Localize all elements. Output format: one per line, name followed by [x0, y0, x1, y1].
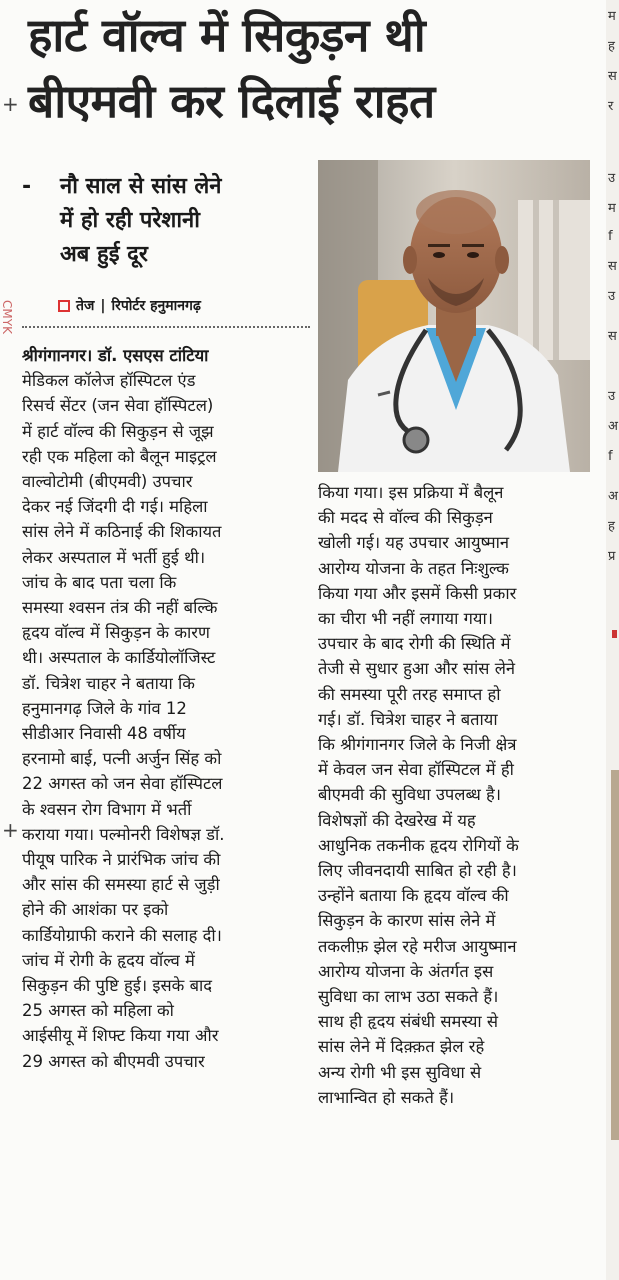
headline-line-1: हार्ट वॉल्व में सिकुड़न थी [28, 8, 426, 62]
adjacent-fragment: र [608, 99, 614, 114]
article-line: सीडीआर निवासी 48 वर्षीय [22, 724, 186, 744]
adjacent-fragment: स [608, 69, 617, 84]
article-line: हरनामो बाई, पत्नी अर्जुन सिंह को [22, 749, 222, 769]
subheadline-bullet: - [22, 174, 32, 199]
newspaper-logo-icon [58, 300, 70, 312]
article-line: कि श्रीगंगानगर जिले के निजी क्षेत्र [318, 735, 517, 755]
adjacent-fragment: प्र [608, 549, 616, 564]
article-column-2 [318, 480, 593, 1110]
crop-mark-icon: + [2, 818, 19, 842]
adjacent-fragment: म [608, 9, 616, 24]
article-line: हनुमानगढ़ जिले के गांव 12 [22, 698, 187, 718]
article-line: किया गया और इसमें किसी प्रकार [318, 583, 517, 603]
article-line: के श्वसन रोग विभाग में भर्ती [22, 799, 192, 819]
adjacent-photo-edge [611, 770, 619, 1140]
article-line: सांस लेने में कठिनाई की शिकायत [22, 522, 222, 542]
article-line: और सांस की समस्या हार्ट से जुड़ी [22, 875, 220, 895]
article-line: डॉ. चित्रेश चाहर ने बताया कि [22, 673, 195, 693]
article-line: की मदद से वॉल्व की सिकुड़न [318, 508, 493, 528]
article-line: 22 अगस्त को जन सेवा हॉस्पिटल [22, 774, 223, 794]
article-line: सांस लेने में दिक़्क़त झेल रहे [318, 1037, 485, 1057]
article-line: थी। अस्पताल के कार्डियोलॉजिस्ट [22, 648, 216, 668]
headline [28, 0, 588, 134]
adjacent-red-mark [612, 630, 617, 638]
article-line: देकर नई जिंदगी दी गई। महिला [22, 497, 208, 517]
article-line: सुविधा का लाभ उठा सकते हैं। [318, 987, 499, 1007]
article-line: आरोग्य योजना के अंतर्गत इस [318, 961, 494, 981]
article-line: आधुनिक तकनीक हृदय रोगियों के [318, 835, 519, 855]
print-registration-strip: CMYK [0, 300, 14, 334]
article-line: की समस्या पूरी तरह समाप्त हो [318, 684, 501, 704]
adjacent-fragment: f [608, 449, 613, 464]
article-line: तेजी से सुधार हुआ और सांस लेने [318, 659, 516, 679]
article-line: समस्या श्वसन तंत्र की नहीं बल्कि [22, 598, 218, 618]
byline-separator: | [100, 297, 106, 314]
adjacent-fragment: ह [608, 39, 615, 54]
article-line: 25 अगस्त को महिला को [22, 1001, 174, 1021]
article-line: गई। डॉ. चित्रेश चाहर ने बताया [318, 709, 498, 729]
adjacent-fragment: उ [608, 171, 616, 186]
subheadline-line: अब हुई दूर [60, 242, 148, 267]
article-line: जांच के बाद पता चला कि [22, 572, 177, 592]
adjacent-fragment: अ [608, 419, 618, 434]
article-line: हृदय वॉल्व में सिकुड़न के कारण [22, 623, 210, 643]
article-line: 29 अगस्त को बीएमवी उपचार [22, 1051, 205, 1071]
adjacent-fragment: ह [608, 519, 615, 534]
article-line: विशेषज्ञों की देखरेख में यह [318, 810, 476, 830]
article-line: उपचार के बाद रोगी की स्थिति में [318, 634, 511, 654]
article-line: आईसीयू में शिफ्ट किया गया और [22, 1026, 219, 1046]
article-line: बीएमवी की सुविधा उपलब्ध है। [318, 785, 502, 805]
article-line: अन्य रोगी भी इस सुविधा से [318, 1062, 482, 1082]
adjacent-fragment: म [608, 201, 616, 216]
article-line: कार्डियोग्राफी कराने की सलाह दी। [22, 925, 222, 945]
article-line: उन्होंने बताया कि हृदय वॉल्व की [318, 886, 509, 906]
article-line: जांच में रोगी के हृदय वॉल्व में [22, 950, 195, 970]
article-line: पीयूष पारिक ने प्रारंभिक जांच की [22, 850, 221, 870]
adjacent-fragment: स [608, 259, 617, 274]
adjacent-fragment: f [608, 229, 613, 244]
byline-reporter: रिपोर्टर हनुमानगढ़ [111, 298, 201, 314]
article-line: सिकुड़न के कारण सांस लेने में [318, 911, 496, 931]
article-line: रिसर्च सेंटर (जन सेवा हॉस्पिटल) [22, 396, 214, 416]
article-line: आरोग्य योजना के तहत निःशुल्क [318, 558, 509, 578]
article-line: मेडिकल कॉलेज हॉस्पिटल एंड [22, 371, 196, 391]
article-line: में हार्ट वॉल्व की सिकुड़न से जूझ [22, 421, 214, 441]
headline-line-2: बीएमवी कर दिलाई राहत [28, 74, 435, 128]
adjacent-fragment: उ [608, 289, 616, 304]
dotted-divider [22, 326, 310, 328]
byline-source: तेज [76, 298, 95, 314]
article-line: लाभान्वित हो सकते हैं। [318, 1087, 455, 1107]
article-line: खोली गई। यह उपचार आयुष्मान [318, 533, 510, 553]
doctor-photo [318, 160, 590, 472]
article-line: रही एक महिला को बैलून माइट्रल [22, 446, 217, 466]
adjacent-fragment: अ [608, 489, 618, 504]
subheadline [22, 170, 312, 272]
article-line: लिए जीवनदायी साबित हो रही है। [318, 861, 517, 881]
article-line: में केवल जन सेवा हॉस्पिटल में ही [318, 760, 514, 780]
article-line: तकलीफ़ झेल रहे मरीज आयुष्मान [318, 936, 517, 956]
article-line: लेकर अस्पताल में भर्ती हुई थी। [22, 547, 206, 567]
adjacent-fragment: उ [608, 389, 616, 404]
adjacent-fragment: स [608, 329, 617, 344]
subheadline-line: में हो रही परेशानी [60, 208, 200, 233]
article-column-1 [22, 343, 312, 1074]
article-line: वाल्वोटोमी (बीएमवी) उपचार [22, 472, 193, 492]
article-line: कराया गया। पल्मोनरी विशेषज्ञ डॉ. [22, 824, 225, 844]
article-line: किया गया। इस प्रक्रिया में बैलून [318, 483, 504, 502]
crop-mark-icon: + [2, 92, 19, 116]
article-line: सिकुड़न की पुष्टि हुई। इसके बाद [22, 976, 213, 996]
byline [58, 296, 201, 315]
article-line: होने की आशंका पर इको [22, 900, 169, 920]
article-line: साथ ही हृदय संबंधी समस्या से [318, 1012, 499, 1032]
article-line: का चीरा भी नहीं लगाया गया। [318, 609, 493, 629]
subheadline-line: नौ साल से सांस लेने [60, 174, 222, 199]
article-line: श्रीगंगानगर। डॉ. एसएस टांटिया [22, 346, 209, 365]
